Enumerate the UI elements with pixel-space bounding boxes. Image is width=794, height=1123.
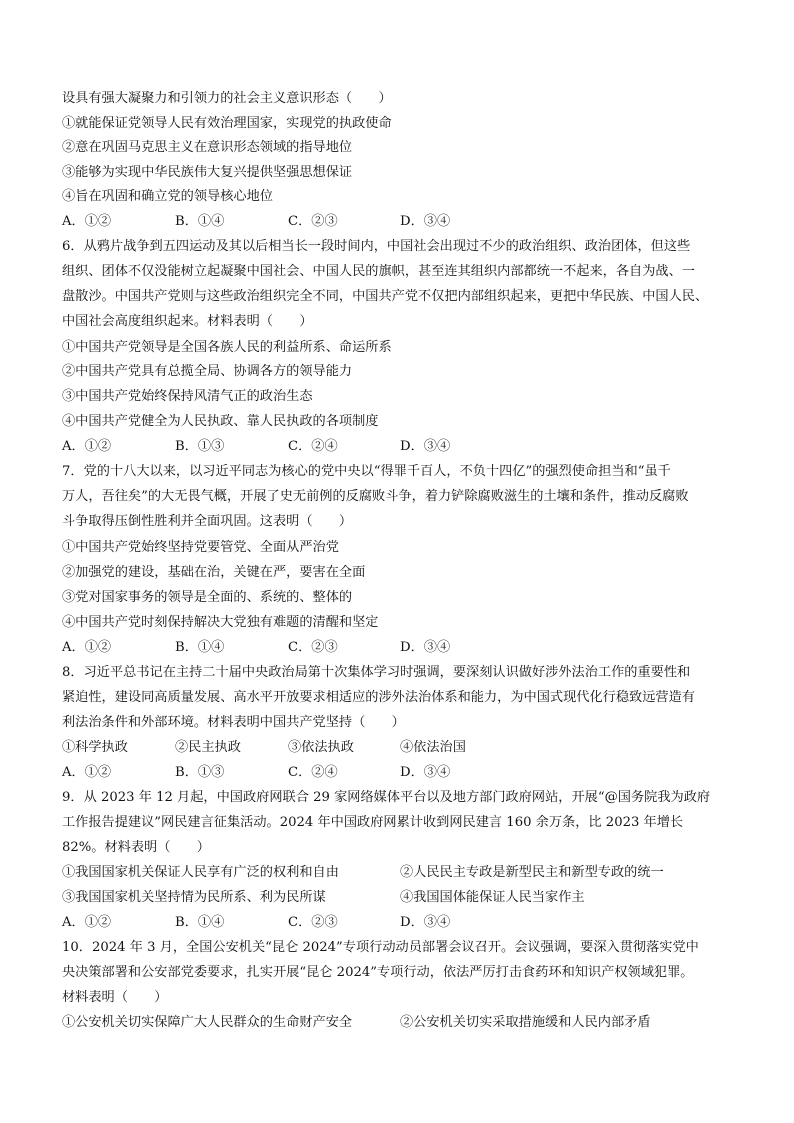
answer-c: C．②③: [288, 214, 338, 229]
q9-option-2: ②人民民主专政是新型民主和新型专政的统一: [400, 865, 664, 880]
q6-stem-line-1: 6．从鸦片战争到五四运动及其以后相当长一段时间内，中国社会出现过不少的政治组织、政治团体，但这些: [62, 239, 691, 254]
q10-option-1: ①公安机关切实保障广大人民群众的生命财产安全: [62, 1015, 353, 1030]
q9-stem-line-2: 工作报告提建议”网民建言征集活动。2024 年中国政府网累计收到网民建言 160 余万条，比 2023 年增长: [62, 815, 684, 830]
q9-stem-line-3: 82%。材料表明（ ）: [62, 840, 210, 855]
answer-a: A．①②: [62, 765, 112, 780]
q9-stem-line-1: 9．从 2023 年 12 月起，中国政府网联合 29 家网络媒体平台以及地方部门政府网站，开展“@国务院我为政府: [62, 790, 711, 805]
q9-option-1: ①我国国家机关保证人民享有广泛的权利和自由: [62, 865, 339, 880]
q7-option-1: ①中国共产党始终坚持党要管党、全面从严治党: [62, 540, 339, 555]
answer-b: B．①④: [175, 640, 225, 655]
q6-option-1: ①中国共产党领导是全国各族人民的利益所系、命运所系: [62, 340, 392, 355]
q5-option-3: ③能够为实现中华民族伟大复兴提供坚强思想保证: [62, 165, 353, 180]
q10-stem-line-2: 央决策部署和公安部党委要求，扎实开展“昆仑 2024”专项行动，依法严厉打击食药环和知识产权领域犯罪。: [62, 965, 694, 980]
answer-a: A．①②: [62, 439, 112, 454]
answer-c: C．②③: [288, 640, 338, 655]
answer-d: D．③④: [400, 439, 451, 454]
answer-d: D．③④: [400, 915, 451, 930]
q8-stem-line-1: 8．习近平总书记在主持二十届中央政治局第十次集体学习时强调，要深刻认识做好涉外法治工作的重要性和: [62, 665, 691, 680]
answer-b: B．①④: [175, 915, 225, 930]
answer-a: A．①②: [62, 915, 112, 930]
q8-option-3: ③依法执政: [288, 740, 354, 755]
q10-option-2: ②公安机关切实采取措施缓和人民内部矛盾: [400, 1015, 651, 1030]
q8-stem-line-3: 利法治条件和外部环境。材料表明中国共产党坚持（ ）: [62, 715, 405, 730]
q6-option-3: ③中国共产党始终保持风清气正的政治生态: [62, 389, 313, 404]
answer-c: C．②④: [288, 439, 338, 454]
q8-option-1: ①科学执政: [62, 740, 128, 755]
q7-stem-line-3: 斗争取得压倒性胜利并全面巩固。这表明（ ）: [62, 514, 353, 529]
q6-option-4: ④中国共产党健全为人民执政、靠人民执政的各项制度: [62, 414, 379, 429]
q5-stem-end: 设具有强大凝聚力和引领力的社会主义意识形态（ ）: [62, 91, 392, 106]
q6-stem-line-4: 中国社会高度组织起来。材料表明（ ）: [62, 314, 313, 329]
answer-b: B．①③: [175, 765, 225, 780]
q10-stem-line-1: 10．2024 年 3 月，全国公安机关“昆仑 2024”专项行动动员部署会议召开。会议强调，要深入贯彻落实党中: [62, 940, 699, 955]
q6-stem-line-3: 盘散沙。中国共产党则与这些政治组织完全不同，中国共产党不仅把内部组织起来，更把中华民族、中国人民、: [62, 289, 709, 304]
answer-c: C．②④: [288, 765, 338, 780]
q5-option-4: ④旨在巩固和确立党的领导核心地位: [62, 189, 273, 204]
q10-stem-line-3: 材料表明（ ）: [62, 990, 168, 1005]
q8-stem-line-2: 紧迫性，建设同高质量发展、高水平开放要求相适应的涉外法治体系和能力，为中国式现代化行稳致远营造有: [62, 690, 695, 705]
answer-a: A．①②: [62, 640, 112, 655]
q9-option-4: ④我国国体能保证人民当家作主: [400, 890, 585, 905]
q7-option-2: ②加强党的建设，基础在治，关键在严，要害在全面: [62, 565, 366, 580]
q7-stem-line-2: 万人，吾往矣”的大无畏气概，开展了史无前例的反腐败斗争，着力铲除腐败滋生的土壤和条件，推动反腐败: [62, 489, 689, 504]
answer-d: D．③④: [400, 765, 451, 780]
q8-option-2: ②民主执政: [175, 740, 241, 755]
answer-d: D．③④: [400, 640, 451, 655]
q7-option-4: ④中国共产党时刻保持解决大党独有难题的清醒和坚定: [62, 615, 379, 630]
answer-d: D．③④: [400, 214, 451, 229]
q6-option-2: ②中国共产党具有总揽全局、协调各方的领导能力: [62, 364, 353, 379]
answer-b: B．①③: [175, 439, 225, 454]
q7-stem-line-1: 7．党的十八大以来，以习近平同志为核心的党中央以“得罪千百人，不负十四亿”的强烈使命担当和“虽千: [62, 464, 671, 479]
q7-option-3: ③党对国家事务的领导是全面的、系统的、整体的: [62, 590, 353, 605]
q5-option-1: ①就能保证党领导人民有效治理国家，实现党的执政使命: [62, 116, 392, 131]
answer-a: A．①②: [62, 214, 112, 229]
q5-option-2: ②意在巩固马克思主义在意识形态领域的指导地位: [62, 140, 353, 155]
answer-c: C．②③: [288, 915, 338, 930]
q9-option-3: ③我国国家机关坚持情为民所系、利为民所谋: [62, 890, 326, 905]
q8-option-4: ④依法治国: [400, 740, 466, 755]
answer-b: B．①④: [175, 214, 225, 229]
q6-stem-line-2: 组织、团体不仅没能树立起凝聚中国社会、中国人民的旗帜，甚至连其组织内部都统一不起来，各自为战、一: [62, 264, 695, 279]
